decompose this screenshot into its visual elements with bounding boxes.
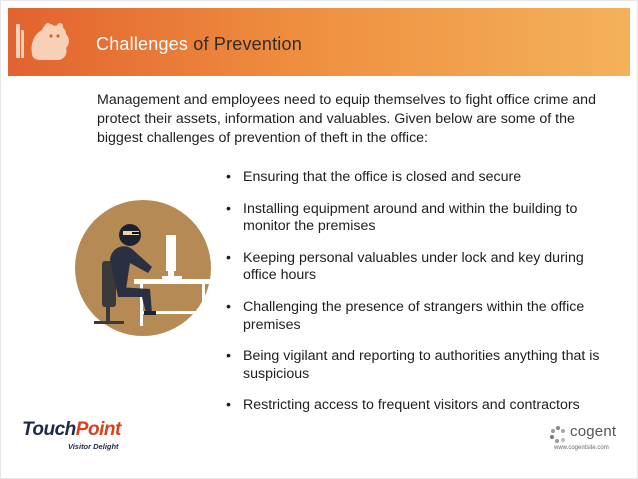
bullet-icon: • <box>226 298 231 315</box>
bullet-icon: • <box>226 397 231 414</box>
challenges-list <box>222 169 612 429</box>
title-part-1: Challenges <box>96 34 189 54</box>
list-item <box>222 201 612 236</box>
list-item <box>222 348 612 383</box>
intro-paragraph: Management and employees need to equip themselves to fight office crime and protect their assets, information and valuables. Given below are some of the biggest challenges of prevention of theft in the office: <box>97 92 596 147</box>
touchpoint-tagline: Visitor Delight <box>68 442 119 451</box>
list-item <box>222 299 612 334</box>
touchpoint-wordmark <box>22 419 121 441</box>
title-part-2: of Prevention <box>188 34 302 54</box>
thief-at-computer-illustration <box>68 193 218 343</box>
list-item-text: Installing equipment around and within the building to monitor the premises <box>243 200 578 235</box>
cogent-dots-icon <box>548 425 568 445</box>
bullet-icon: • <box>226 169 231 185</box>
list-item <box>222 250 612 285</box>
cogent-wordmark: cogent <box>570 423 617 440</box>
bullet-icon: • <box>226 200 231 217</box>
list-item-text: Restricting access to frequent visitors and contractors <box>243 397 580 414</box>
cogent-url: www.cogentsite.com <box>554 445 609 451</box>
bear-silhouette-icon <box>12 14 78 70</box>
touchpoint-logo <box>22 419 132 457</box>
list-item-text: Challenging the presence of strangers within the office premises <box>243 298 585 333</box>
list-item-text: Ensuring that the office is closed and secure <box>243 169 522 185</box>
cogent-logo <box>548 423 618 455</box>
list-item <box>222 169 612 187</box>
header-banner <box>8 8 630 76</box>
list-item-text: Being vigilant and reporting to authorities anything that is suspicious <box>243 348 600 382</box>
bullet-icon: • <box>226 348 231 365</box>
touchpoint-part-2: Point <box>75 419 121 440</box>
list-item-text: Keeping personal valuables under lock and key during office hours <box>243 249 584 284</box>
page-title <box>96 34 302 55</box>
touchpoint-part-1: Touch <box>22 419 76 440</box>
list-item <box>222 397 612 415</box>
bullet-icon: • <box>226 249 231 266</box>
